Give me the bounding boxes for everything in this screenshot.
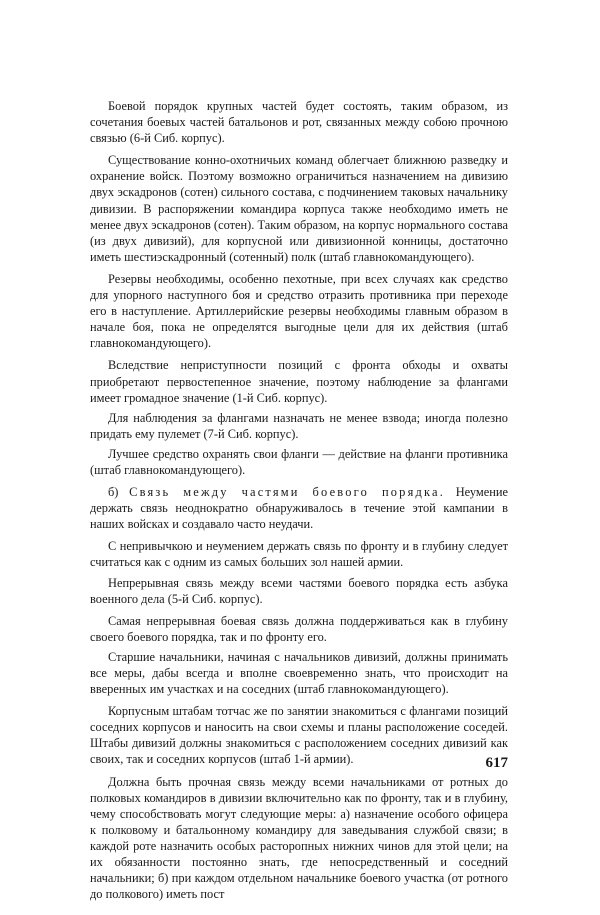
paragraph-8: Непрерывная связь между всеми частями боевого порядка есть азбука военного дела (5-й Сиб. корпус). xyxy=(90,575,508,606)
paragraph-3: Резервы необходимы, особенно пехотные, при всех случаях как средство для упорного наступного боя и средство отразить противника при переходе его в наступление. Артиллерийские резервы необходимы главным образом в начале боя, пока не определятся выгодные цели для их действия (штаб главнокомандующего). xyxy=(90,271,508,351)
section-b-paragraph xyxy=(90,484,508,532)
paragraph-9: Самая непрерывная боевая связь должна поддерживаться как в глубину своего боевого порядка, так и по фронту его. xyxy=(90,613,508,644)
paragraph-4: Вследствие неприступности позиций с фронта обходы и охваты приобретают первостепенное значение, поэтому наблюдение за флангами имеет громадное значение (1-й Сиб. корпус). xyxy=(90,358,508,405)
paragraph-12: Должна быть прочная связь между всеми начальниками от ротных до полковых командиров в дивизии включительно как по фронту, так и в глубину, чему способствовать могут следующие меры: а) назначение особого офицера к полковому и батальонному командиру для заведывания службой связи; в каждой роте назначить особых расторопных нижних чинов для этой цели; на их обязанности постоянно знать, где непосредственный и соседний начальники; б) при каждом отдельном начальнике боевого участка (от ротного до полкового) иметь пост xyxy=(90,774,508,902)
paragraph-11: Корпусным штабам тотчас же по занятии знакомиться с флангами позиций соседних корпусов и наносить на свои схемы и планы расположение соседей. Штабы дивизий должны знакомиться с расположением соседних дивизий как своих, так и соседних корпусов (штаб 1-й армии). xyxy=(90,704,508,767)
page-body xyxy=(90,98,508,906)
section-b-prefix: б) xyxy=(108,485,130,500)
section-b-heading: Связь между частями боевого порядка. xyxy=(129,485,446,500)
section-b-text: Неумение держать связь неоднократно обнаруживалось в течение этой кампании в наших войсках и создавало часто неудачи. xyxy=(90,485,509,532)
paragraph-10: Старшие начальники, начиная с начальников дивизий, должны принимать все меры, дабы всегда и вполне своевременно знать, что происходит на вверенных им участках и на соседних (штаб главнокомандующего). xyxy=(90,649,508,697)
paragraph-7: С непривычкою и неумением держать связь по фронту и в глубину следует считаться как с одним из самых больших зол нашей армии. xyxy=(90,539,508,570)
paragraph-5: Для наблюдения за флангами назначать не менее взвода; иногда полезно придать ему пулемет (7-й Сиб. корпус). xyxy=(90,410,508,441)
page-number: 617 xyxy=(485,755,508,771)
paragraph-6: Лучшее средство охранять свои фланги — действие на фланги противника (штаб главнокомандующего). xyxy=(90,446,508,477)
paragraph-1: Боевой порядок крупных частей будет состоять, таким образом, из сочетания боевых частей батальонов и рот, связанных между собою прочною связью (6-й Сиб. корпус). xyxy=(90,99,508,146)
paragraph-2: Существование конно-охотничьих команд облегчает ближнюю разведку и охранение войск. Поэтому возможно ограничиться назначением на дивизию двух эскадронов (сотен) сильного состава, с подчинением таковых начальнику дивизии. В распоряжении командира корпуса также необходимо иметь не менее двух эскадронов (сотен). Таким образом, на корпус нормального состава (из двух дивизий), для корпусной или дивизионной конницы, достаточно иметь шестиэскадронный (сотенный) полк (штаб главнокомандующего). xyxy=(90,153,508,264)
